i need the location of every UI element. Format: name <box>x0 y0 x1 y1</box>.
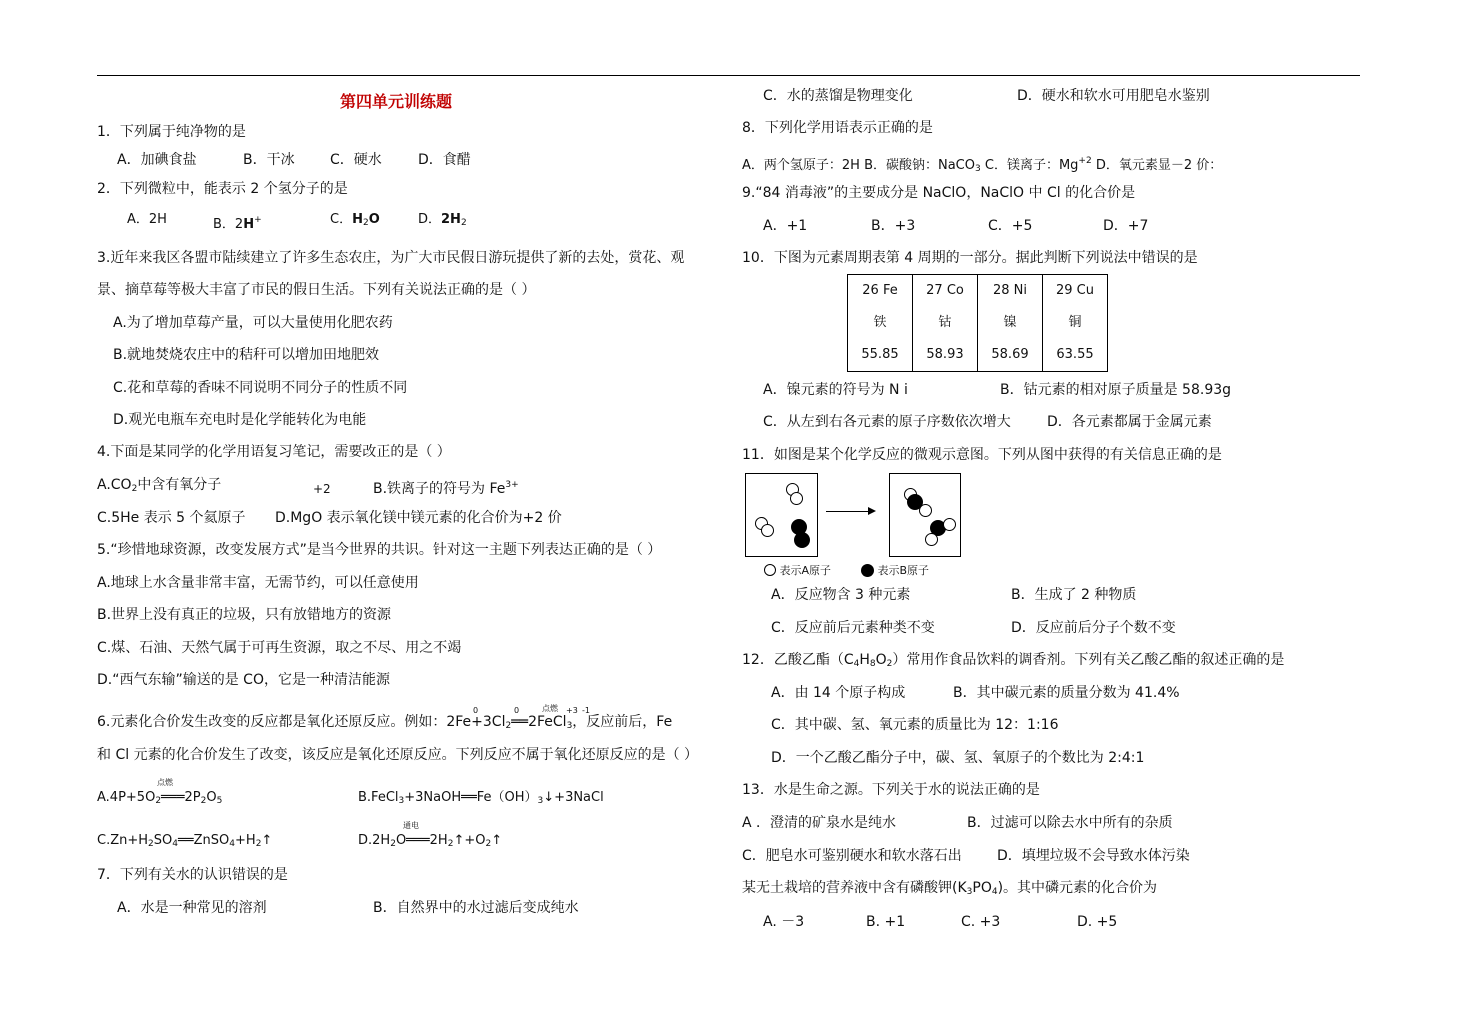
q3-option-a: A.为了增加草莓产量，可以大量使用化肥农药 <box>113 315 393 331</box>
question-4: 4.下面是某同学的化学用语复习笔记，需要改正的是（ ） <box>97 444 451 460</box>
q11-option-c: C．反应前后元素种类不变 <box>771 620 935 636</box>
b-atom <box>794 532 810 548</box>
q7-option-a: A．水是一种常见的溶剂 <box>117 900 267 916</box>
question-5: 5.“珍惜地球资源，改变发展方式”是当今世界的共识。针对这一主题下列表达正确的是（ ） <box>97 542 662 558</box>
q6-valence-fe-product: +3 <box>566 706 578 715</box>
q14-option-c: C. +3 <box>961 914 1001 930</box>
element-cell-ni: 28 Ni 镍 58.69 <box>978 275 1043 372</box>
q5-option-d: D.“西气东输”输送的是 CO，它是一种清洁能源 <box>97 672 390 688</box>
page-title: 第四单元训练题 <box>340 92 453 111</box>
q5-option-c: C.煤、石油、天然气属于可再生资源，取之不尽、用之不竭 <box>97 640 462 656</box>
a-atom <box>761 524 774 537</box>
top-rule <box>97 75 1360 76</box>
q5-option-a: A.地球上水含量非常丰富，无需节约，可以任意使用 <box>97 575 419 591</box>
q13-option-a: A ．澄清的矿泉水是纯水 <box>742 815 897 831</box>
q13-option-b: B．过滤可以除去水中所有的杂质 <box>967 815 1173 831</box>
arrow-head-icon <box>868 507 876 515</box>
q14-option-d: D. +5 <box>1077 914 1118 930</box>
q4-option-c: C.5He 表示 5 个氦原子 <box>97 510 246 526</box>
q9-option-c: C．+5 <box>988 218 1033 234</box>
q6a-condition: 点燃 <box>157 778 173 787</box>
legend-a: 表示A原子 <box>764 564 831 578</box>
reactants-box <box>745 473 818 557</box>
q7-option-c: C．水的蒸馏是物理变化 <box>763 88 913 104</box>
a-atom <box>943 518 956 531</box>
q6d-condition: 通电 <box>403 821 419 830</box>
reaction-arrow-line <box>826 511 870 512</box>
q12-option-d: D．一个乙酸乙酯分子中，碳、氢、氧原子的个数比为 2:4:1 <box>771 750 1145 766</box>
q6-valence-cl-product: -1 <box>582 706 590 715</box>
q6-condition: 点燃 <box>542 704 558 713</box>
q4-valence-mark: +2 <box>313 482 331 496</box>
q7-option-b: B．自然界中的水过滤后变成纯水 <box>373 900 579 916</box>
question-13: 13．水是生命之源。下列关于水的说法正确的是 <box>742 782 1040 798</box>
q4-option-b: B.铁离子的符号为 $Fe^{3+}$ <box>373 480 519 497</box>
legend-b: 表示B原子 <box>861 564 929 578</box>
q11-option-b: B．生成了 2 种物质 <box>1011 587 1137 603</box>
question-1: 1．下列属于纯净物的是 <box>97 124 246 140</box>
q6-option-d: $D.2H_2O═══2H_2↑+O_2↑$ <box>358 833 503 849</box>
question-11: 11．如图是某个化学反应的微观示意图。下列从图中获得的有关信息正确的是 <box>742 447 1222 463</box>
q5-option-b: B.世界上没有真正的垃圾，只有放错地方的资源 <box>97 607 392 623</box>
question-6-line-2: 和 Cl 元素的化合价发生了改变，该反应是氧化还原反应。下列反应不属于氧化还原反应的是（ ） <box>97 747 699 763</box>
q8-options: A．两个氢原子：2H B．碳酸钠：NaCO$_3$ C．镁离子：$Mg^{+2}$ D．氧元素显－2 价： <box>742 156 1223 174</box>
q11-option-a: A．反应物含 3 种元素 <box>771 587 911 603</box>
question-3-line-2: 景、摘草莓等极大丰富了市民的假日生活。下列有关说法正确的是（ ） <box>97 282 536 298</box>
q2-option-c: C．$H_2O$ <box>330 212 380 228</box>
question-10: 10．下图为元素周期表第 4 周期的一部分。据此判断下列说法中错误的是 <box>742 250 1198 266</box>
q2-option-a: A．2H <box>127 212 167 227</box>
q12-option-a: A．由 14 个原子构成 <box>771 685 906 701</box>
q6-valence-fe: 0 <box>473 706 479 715</box>
element-cell-co: 27 Co 钴 58.93 <box>913 275 978 372</box>
question-12: 12．乙酸乙酯$(C_4H_8O_2)$常用作食品饮料的调香剂。下列有关乙酸乙酯的叙述正确的是 <box>742 652 1285 669</box>
q2-option-d: D．$2H_2$ <box>418 212 467 228</box>
q2-option-b: B．2H+ <box>213 215 262 232</box>
q7-option-d: D．硬水和软水可用肥皂水鉴别 <box>1017 88 1210 104</box>
question-14: 某无土栽培的营养液中含有磷酸钾$(K_3PO_4)$。其中磷元素的化合价为 <box>742 880 1158 897</box>
q10-option-d: D．各元素都属于金属元素 <box>1047 414 1212 430</box>
a-atom-icon <box>764 564 776 576</box>
q11-option-d: D．反应前后分子个数不变 <box>1011 620 1176 636</box>
q10-option-c: C．从左到右各元素的原子序数依次增大 <box>763 414 1011 430</box>
b-atom-icon <box>861 564 874 577</box>
a-atom <box>925 533 938 546</box>
a-atom <box>919 504 932 517</box>
q1-option-d: D．食醋 <box>418 152 471 168</box>
question-7: 7．下列有关水的认识错误的是 <box>97 867 288 883</box>
question-2: 2．下列微粒中，能表示 2 个氢分子的是 <box>97 181 348 197</box>
q10-option-b: B．钴元素的相对原子质量是 58.93g <box>1000 382 1232 398</box>
q3-option-c: C.花和草莓的香味不同说明不同分子的性质不同 <box>113 380 408 396</box>
q13-option-d: D．填埋垃圾不会导致水体污染 <box>997 848 1190 864</box>
question-9: 9.“84 消毒液”的主要成分是 NaClO，NaClO 中 Cl 的化合价是 <box>742 185 1136 201</box>
q6-valence-cl: 0 <box>514 706 520 715</box>
q10-option-a: A．镍元素的符号为 N i <box>763 382 908 398</box>
q3-option-b: B.就地焚烧农庄中的秸秆可以增加田地肥效 <box>113 347 380 363</box>
q14-option-b: B. +1 <box>866 914 906 930</box>
products-box <box>889 473 961 557</box>
q1-option-a: A．加碘食盐 <box>117 152 197 168</box>
q3-option-d: D.观光电瓶车充电时是化学能转化为电能 <box>113 412 367 428</box>
q1-option-b: B．干冰 <box>243 152 295 168</box>
q6-option-b: $B.FeCl_3+3NaOH══Fe(OH)_3↓+3NaCl$ <box>358 790 604 806</box>
periodic-table-excerpt <box>847 274 1108 372</box>
q12-option-b: B．其中碳元素的质量分数为 41.4% <box>953 685 1180 701</box>
q13-option-c: C．肥皂水可鉴别硬水和软水落石出 <box>742 848 962 864</box>
q14-option-a: A. －3 <box>763 914 805 930</box>
q6-option-c: $C.Zn+H_2SO_4══ZnSO_4+H_2↑$ <box>97 833 273 849</box>
q9-option-d: D．+7 <box>1103 218 1149 234</box>
element-cell-cu: 29 Cu 铜 63.55 <box>1043 275 1108 372</box>
element-cell-fe: 26 Fe 铁 55.85 <box>848 275 913 372</box>
q4-option-d: D.MgO 表示氧化镁中镁元素的化合价为+2 价 <box>275 510 562 526</box>
q1-option-c: C．硬水 <box>330 152 382 168</box>
q4-option-a: $A.CO_2$中含有氧分子 <box>97 477 222 494</box>
question-6-line-1: 6.元素化合价发生改变的反应都是氧化还原反应。例如：$2Fe+3Cl_2══2FeCl_3$，反应前后，Fe <box>97 714 673 731</box>
question-3-line-1: 3.近年来我区各盟市陆续建立了许多生态农庄，为广大市民假日游玩提供了新的去处，赏花、观 <box>97 250 685 266</box>
q12-option-c: C．其中碳、氢、氧元素的质量比为 12：1:16 <box>771 717 1059 733</box>
q9-option-a: A．+1 <box>763 218 808 234</box>
q6-option-a: $A.4P+5O_2═══2P_2O_5$ <box>97 790 223 806</box>
a-atom <box>790 492 803 505</box>
question-8: 8．下列化学用语表示正确的是 <box>742 120 933 136</box>
q9-option-b: B．+3 <box>871 218 916 234</box>
